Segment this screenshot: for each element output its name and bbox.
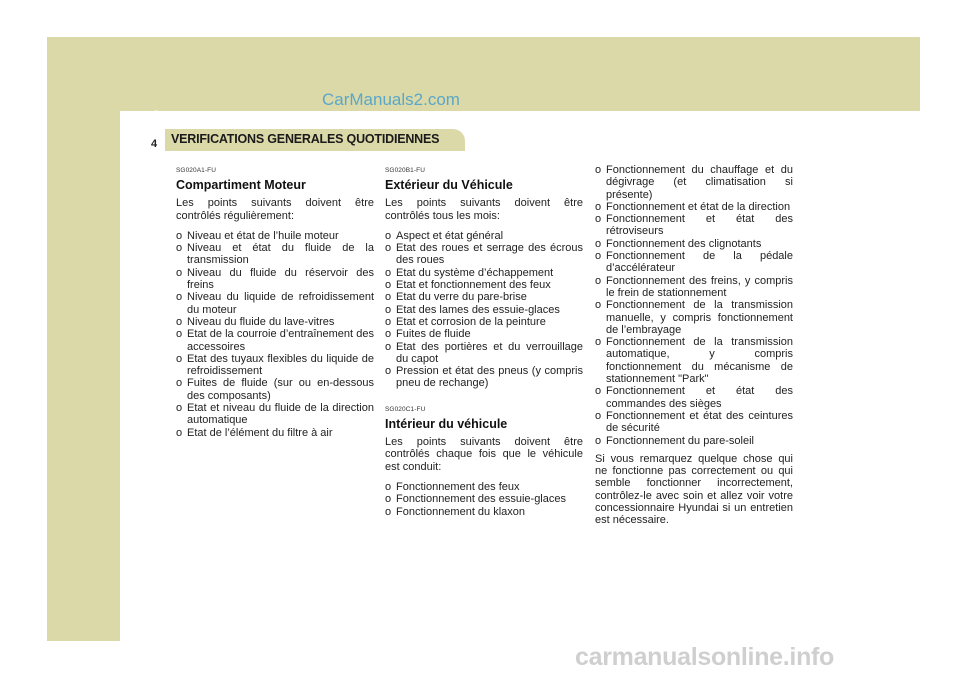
list-item: o Fonctionnement des freins, y compris le frein de stationnement [595,275,793,300]
list-item: o Etat du système d’échappement [385,267,583,279]
list-item: o Fonctionnement des clignotants [595,238,793,250]
list-item: o Niveau et état de l’huile moteur [176,230,374,242]
list-item: o Fuites de fluide [385,328,583,340]
section-intro: Les points suivants doivent être contrôlés tous les mois: [385,197,583,222]
list-item: o Fonctionnement de la transmission automatique, y compris fonctionnement du mécanisme de stationnement "Park" [595,336,793,385]
section-intro: Les points suivants doivent être contrôlés régulièrement: [176,197,374,222]
section-intro: Les points suivants doivent être contrôlés chaque fois que le véhicule est conduit: [385,436,583,473]
list-item: o Fonctionnement du chauffage et du dégivrage (et climatisation si présente) [595,164,793,201]
list-item: o Etat et fonctionnement des feux [385,279,583,291]
list-item: o Etat et niveau du fluide de la direction automatique [176,402,374,427]
watermark-top[interactable]: CarManuals2.com [322,90,460,109]
list-item: o Niveau du fluide du lave-vitres [176,316,374,328]
list-item: o Etat des lames des essuie-glaces [385,304,583,316]
check-list [595,164,793,447]
section-heading: Compartiment Moteur [176,178,306,193]
closing-paragraph: Si vous remarquez quelque chose qui ne fonctionne pas correctement ou qui semble fonctionner incorrectement, contrôlez-le avec soin et allez voir votre concessionnaire Hyundai si un entretien est nécessaire. [595,452,793,527]
page-number: 4 [151,138,158,150]
list-item: o Fuites de fluide (sur ou en-dessous des composants) [176,377,374,402]
section-heading: Extérieur du Véhicule [385,178,513,193]
column-interior-continued [595,164,793,527]
column-exterior-interior [385,165,583,518]
check-list [385,481,583,518]
list-item: o Fonctionnement du klaxon [385,506,583,518]
column-engine [176,165,374,439]
chapter-title: ENTRETIEN PAR VOS SOINS [165,113,280,122]
list-item: o Pression et état des pneus (y compris pneu de rechange) [385,365,583,390]
list-item: o Fonctionnement des feux [385,481,583,493]
section-code: SG020C1-FU [385,405,426,413]
list-item: o Aspect et état général [385,230,583,242]
list-item: o Niveau du liquide de refroidissement du moteur [176,291,374,316]
list-item: o Fonctionnement du pare-soleil [595,435,793,447]
list-item: o Etat du verre du pare-brise [385,291,583,303]
list-item: o Niveau et état du fluide de la transmission [176,242,374,267]
list-item: o Niveau du fluide du réservoir des freins [176,267,374,292]
list-item: o Fonctionnement et état des commandes des sièges [595,385,793,410]
watermark-bottom[interactable]: carmanualsonline.info [575,643,835,671]
list-item: o Fonctionnement et état des rétroviseurs [595,213,793,238]
list-item: o Fonctionnement de la transmission manuelle, y compris fonctionnement de l’embrayage [595,299,793,336]
list-item: o Etat et corrosion de la peinture [385,316,583,328]
list-item: o Etat de l’élément du filtre à air [176,427,374,439]
list-item: o Fonctionnement et état de la direction [595,201,793,213]
list-item: o Fonctionnement de la pédale d’accélérateur [595,250,793,275]
section-title: VERIFICATIONS GENERALES QUOTIDIENNES [171,132,440,146]
section-code: SG020A1-FU [176,167,217,174]
list-item: o Fonctionnement des essuie-glaces [385,493,583,505]
section-heading: Intérieur du véhicule [385,417,508,432]
list-item: o Etat des roues et serrage des écrous des roues [385,242,583,267]
list-item: o Etat des tuyaux flexibles du liquide de refroidissement [176,353,374,378]
list-item: o Fonctionnement et état des ceintures de sécurité [595,410,793,435]
check-list [385,230,583,390]
check-list [176,230,374,439]
list-item: o Etat de la courroie d’entraînement des accessoires [176,328,374,353]
section-code: SG020B1-FU [385,167,426,174]
chapter-number: 6 [150,106,163,131]
list-item: o Etat des portières et du verrouillage du capot [385,341,583,366]
